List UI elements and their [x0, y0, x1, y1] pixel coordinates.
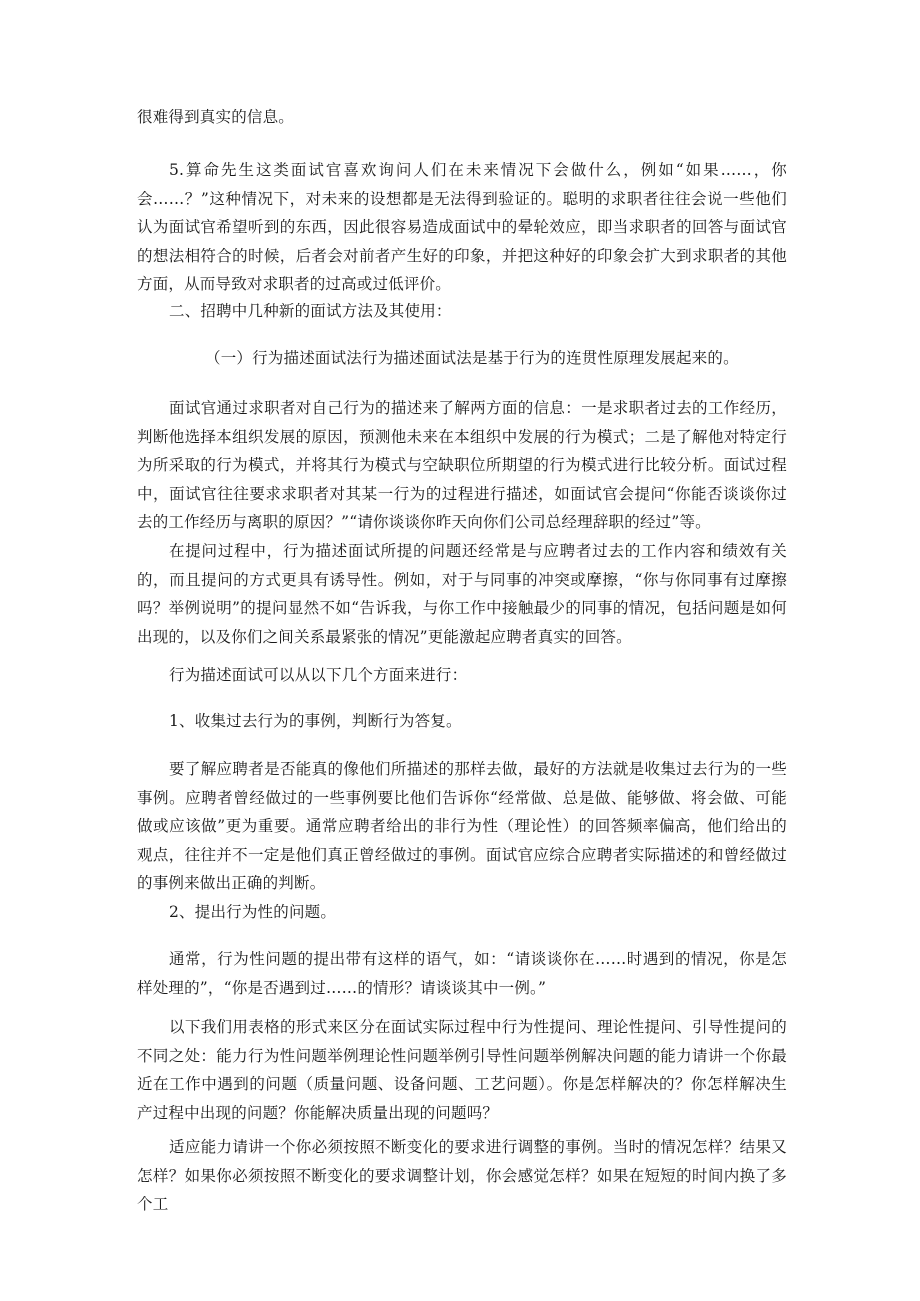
- subsection-heading-behavior-description: （一）行为描述面试法行为描述面试法是基于行为的连贯性原理发展起来的。: [205, 349, 739, 367]
- paragraph-behavior-question-tone: 通常，行为性问题的提出带有这样的语气，如：“请谈谈你在……时遇到的情况，你是怎样处理的”，“你是否遇到过……的情形？请谈谈其中一例。”: [137, 950, 787, 997]
- paragraph-table-comparison: 以下我们用表格的形式来区分在面试实际过程中行为性提问、理论性提问、引导性提问的不同之处：能力行为性问题举例理论性问题举例引导性问题举例解决问题的能力请讲一个你最近在工作中遇到的问题（质量问题、设备问题、工艺问题）。你是怎样解决的？你怎样解决生产过程中出现的问题？你能解决质量出现的问题吗？: [137, 1018, 787, 1122]
- paragraph-continuation: 很难得到真实的信息。: [137, 108, 295, 126]
- paragraph-aspects-intro: 行为描述面试可以从以下几个方面来进行：: [169, 666, 468, 684]
- list-item-behavior-questions: 2、提出行为性的问题。: [169, 903, 337, 921]
- paragraph-fortune-teller: 5.算命先生这类面试官喜欢询问人们在未来情况下会做什么，例如“如果……，你会……？”这种情况下，对未来的设想都是无法得到验证的。聪明的求职者往往会说一些他们认为面试官希望听到的东西，因此很容易造成面试中的晕轮效应，即当求职者的回答与面试官的想法相符合的时候，后者会对前者产生好的印象，并把这种好的印象会扩大到求职者的其他方面，从而导致对求职者的过高或过低评价。: [137, 161, 787, 293]
- section-heading-new-methods: 二、招聘中几种新的面试方法及其使用：: [169, 302, 452, 320]
- paragraph-collect-examples: 要了解应聘者是否能真的像他们所描述的那样去做，最好的方法就是收集过去行为的一些事例。应聘者曾经做过的一些事例要比他们告诉你“经常做、总是做、能够做、将会做、可能做或应该做”更为重要。通常应聘者给出的非行为性（理论性）的回答频率偏高，他们给出的观点，往往并不一定是他们真正曾经做过的事例。面试官应综合应聘者实际描述的和曾经做过的事例来做出正确的判断。: [137, 760, 787, 892]
- paragraph-interviewer-info: 面试官通过求职者对自己行为的描述来了解两方面的信息：一是求职者过去的工作经历，判断他选择本组织发展的原因，预测他未来在本组织中发展的行为模式；二是了解他对特定行为所采取的行为模式，并将其行为模式与空缺职位所期望的行为模式进行比较分析。面试过程中，面试官往往要求求职者对其某一行为的过程进行描述，如面试官会提问“你能否谈谈你过去的工作经历与离职的原因？”“请你谈谈你昨天向你们公司总经理辞职的经过”等。: [137, 399, 787, 531]
- paragraph-adaptability: 适应能力请讲一个你必须按照不断变化的要求进行调整的事例。当时的情况怎样？结果又怎样？如果你必须按照不断变化的要求调整计划，你会感觉怎样？如果在短短的时间内换了多个工: [137, 1138, 787, 1213]
- list-item-collect-examples: 1、收集过去行为的事例，判断行为答复。: [169, 712, 462, 730]
- paragraph-questioning-process: 在提问过程中，行为描述面试所提的问题还经常是与应聘者过去的工作内容和绩效有关的，而且提问的方式更具有诱导性。例如，对于与同事的冲突或摩擦，“你与你同事有过摩擦吗？举例说明”的提问显然不如“告诉我，与你工作中接触最少的同事的情况，包括问题是如何出现的，以及你们之间关系最紧张的情况”更能激起应聘者真实的回答。: [137, 542, 787, 646]
